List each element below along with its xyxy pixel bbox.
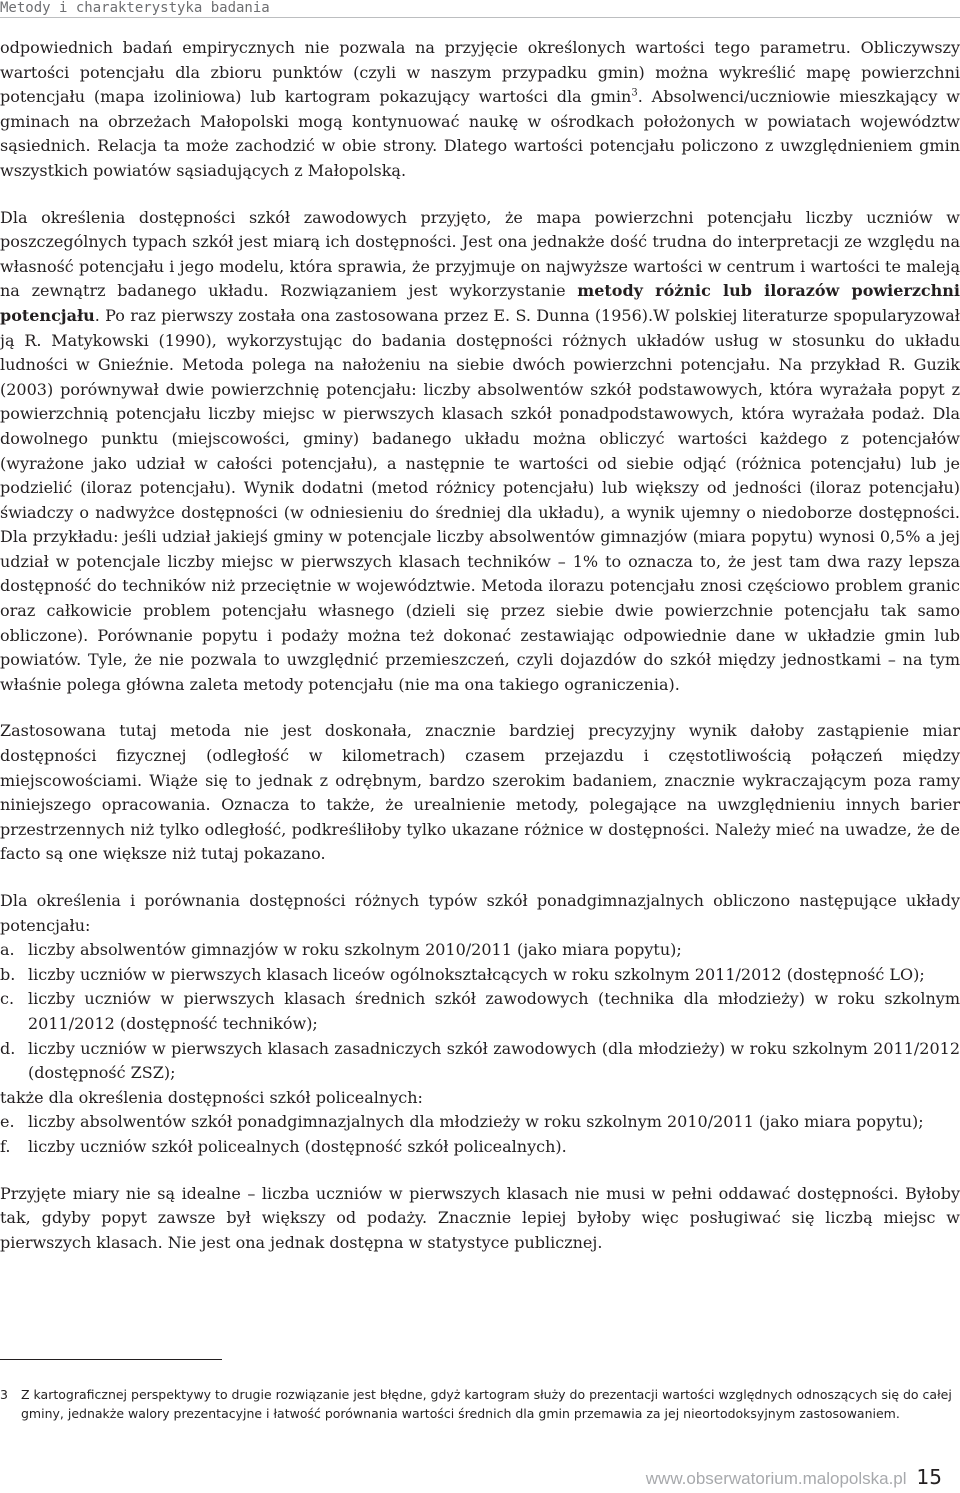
footnote-divider bbox=[0, 1359, 222, 1360]
list-item: a. liczby absolwentów gimnazjów w roku szkolnym 2010/2011 (jako miara popytu); bbox=[0, 940, 682, 960]
list-subheading: także dla określenia dostępności szkół policealnych: bbox=[0, 1087, 423, 1107]
potential-systems-list bbox=[0, 938, 960, 1159]
page-footer bbox=[646, 1465, 942, 1491]
footnote-number: 3 bbox=[0, 1387, 8, 1402]
running-header-title: Metody i charakterystyka badania bbox=[0, 0, 270, 16]
paragraph-list-intro: Dla określenia i porównania dostępności różnych typów szkół ponadgimnazjalnych obliczono następujące układy potencjału: bbox=[0, 891, 960, 935]
paragraph-potential-map: odpowiednich badań empirycznych nie pozwala na przyjęcie określonych wartości tego parametru. Obliczywszy wartości potencjału dla zbioru punktów (czyli w naszym przypadku gmin) można wykreślić mapę powierzchni potencjału (mapa izoliniowa) lub kartogram pokazujący wartości dla gmin$^3$. Absolwenci/uczniowie mieszkający w gminach na obrzeżach Małopolski mogą kontynuować naukę w ośrodkach położonych w powiatach województw sąsiednich. Relacja ta może zachodzić w obie strony. Dlatego wartości potencjału policzono z uwzględnieniem gmin wszystkich powiatów sąsiadujących z Małopolską. bbox=[0, 38, 960, 180]
list-item: b. liczby uczniów w pierwszych klasach liceów ogólnokształcących w roku szkolnym 2011/2012 (dostępność LO); bbox=[0, 964, 925, 984]
footnote-reference[interactable]: 3 bbox=[631, 87, 638, 99]
footnote bbox=[0, 1386, 960, 1423]
header-divider bbox=[0, 17, 960, 18]
list-item: d. liczby uczniów w pierwszych klasach zasadniczych szkół zawodowych (dla młodzieży) w roku szkolnym 2011/2012 (dostępność ZSZ); bbox=[0, 1038, 960, 1083]
page-header bbox=[0, 0, 960, 18]
list-item: c. liczby uczniów w pierwszych klasach średnich szkół zawodowych (technika dla młodzieży) w roku szkolnym 2011/2012 (dostępność techników); bbox=[0, 989, 960, 1033]
paragraph-method-description: Dla określenia dostępności szkół zawodowych przyjęto, że mapa powierzchni potencjału liczby uczniów w poszczególnych typach szkół jest miarą ich dostępności. Jest ona jednakże dość trudna do interpretacji ze względu na własność potencjału i jego modelu, która sprawia, że przyjmuje on najwyższe wartości w centrum i wartości te maleją na zewnątrz badanego układu. Rozwiązaniem jest wykorzystanie metody różnic lub ilorazów powierzchni potencjału. Po raz pierwszy została ona zastosowana przez E. S. Dunna (1956).W polskiej literaturze spopularyzował ją R. Matykowski (1990), wykorzystując do badania dostępności różnych układów usług w stosunku do układu ludności w Gnieźnie. Metoda polega na nałożeniu na siebie dwóch powierzchni potencjału. Na przykład R. Guzik (2003) porównywał dwie powierzchnię potencjału: liczby absolwentów szkół podstawowych, która wyrażała popyt z powierzchnią potencjału liczby miejsc w pierwszych klasach szkół ponadpodstawowych, która wyrażała podaż. Dla dowolnego punktu (miejscowości, gminy) badanego układu można obliczyć wartości każdego z potencjałów (wyrażone jako udział w całości potencjału), a następnie te wartości od siebie odjąć (różnica potencjału) lub je podzielić (iloraz potencjału). Wynik dodatni (metod różnicy potencjału) lub większy od jedności (iloraz potencjału) świadczy o nadwyżce dostępności (w odniesieniu do średniej dla układu), a wynik ujemny o niedoborze dostępności. Dla przykładu: jeśli udział jakiejś gminy w potencjale liczby absolwentów gimnazjów (miara popytu) wynosi 0,5% a jej udział w potencjale liczby miejsc w pierwszych klasach techników – 1% to oznacza to, że jest tam dwa razy lepsza dostępność do techników niż przeciętnie w województwie. Metoda ilorazu potencjału znosi częściowo problem granic oraz całkowicie problem potencjału własnego (dzieli się przez siebie dwie powierzchnie potencjału tak samo obliczone). Porównanie popytu i podaży można też dokonać zestawiając odpowiednie dane w układzie gmin lub powiatów. Tyle, że nie pozwala to uwzględnić przemieszczeń, czyli dojazdów do szkół między jednostkami – na tym właśnie polega główna zaleta metody potencjału (nie ma ona takiego ograniczenia). bbox=[0, 207, 960, 694]
paragraph-method-limitations: Zastosowana tutaj metoda nie jest doskonała, znacznie bardziej precyzyjny wynik dałoby zastąpienie miar dostępności fizycznej (odległość w kilometrach) czasem przejazdu i częstotliwością połączeń między miejscowościami. Wiąże się to jednak z odrębnym, bardzo szerokim badaniem, znacznie wykraczającym poza ramy niniejszego opracowania. Oznacza to także, że urealnienie metody, polegające na uwzględnieniu innych barier przestrzennych niż tylko odległość, podkreśliłoby tylko ukazane różnice w dostępności. Należy mieć na uwadze, że de facto są one większe niż tutaj pokazano. bbox=[0, 721, 960, 864]
paragraph-measures-note: Przyjęte miary nie są idealne – liczba uczniów w pierwszych klasach nie musi w pełni oddawać dostępności. Byłoby tak, gdyby popyt zawsze był większy od podaży. Znacznie lepiej byłoby więc posługiwać się liczbą miejsc w pierwszych klasach. Nie jest ona jednak dostępna w statystyce publicznej. bbox=[0, 1183, 960, 1252]
list-item: e. liczby absolwentów szkół ponadgimnazjalnych dla młodzieży w roku szkolnym 2010/2011 (jako miara popytu); bbox=[0, 1112, 924, 1132]
footnote-text: Z kartograficznej perspektywy to drugie rozwiązanie jest błędne, gdyż kartogram służy do prezentacji wartości względnych odnoszących się do całej gminy, jednakże walory prezentacyjne i łatwość porównania wartości średnich dla gmin przemawia za jej nieortodoksyjnym zastosowaniem. bbox=[21, 1387, 952, 1421]
website-link[interactable]: www.obserwatorium.malopolska.pl bbox=[645, 1469, 907, 1488]
page-number: 15 bbox=[916, 1465, 942, 1489]
main-text bbox=[0, 36, 960, 1255]
method-name-bold: metody różnic lub ilorazów powierzchni potencjału bbox=[0, 281, 960, 325]
list-item: f. liczby uczniów szkół policealnych (dostępność szkół policealnych). bbox=[0, 1136, 567, 1156]
